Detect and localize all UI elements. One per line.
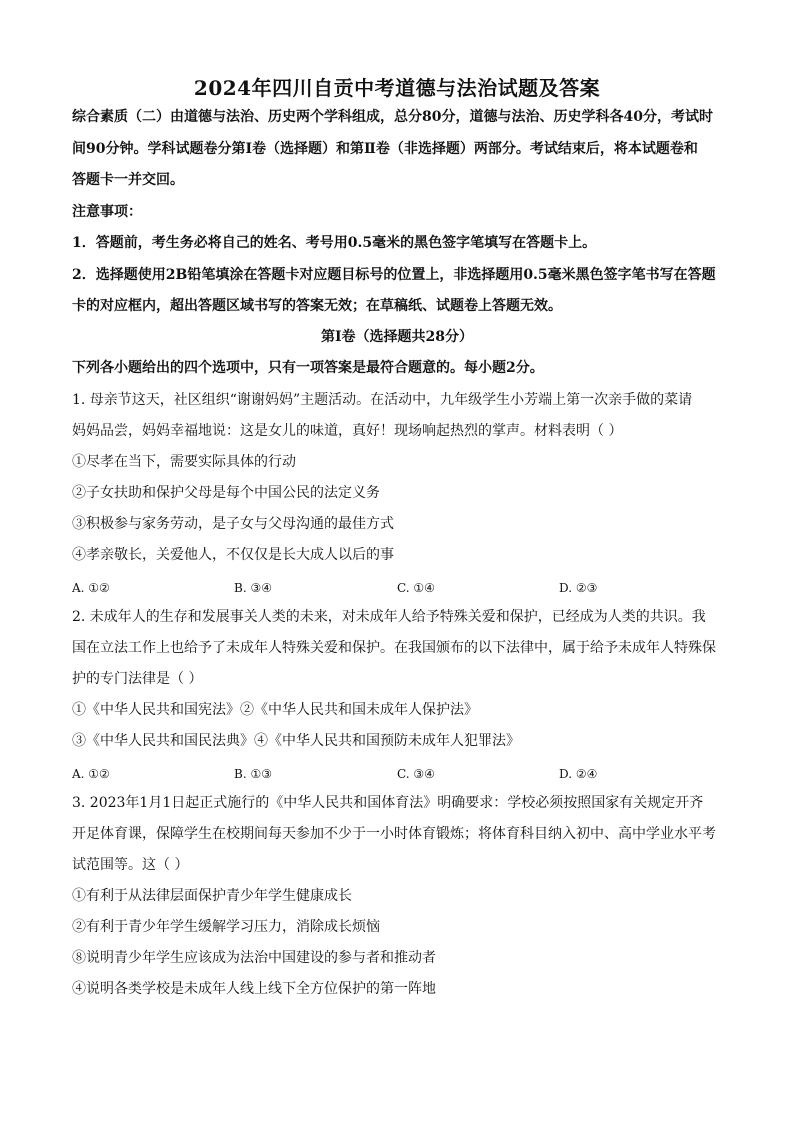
statement-item: ④孝亲敬长，关爱他人，不仅仅是长大成人以后的事 xyxy=(72,547,394,563)
notice-item: 1．答题前，考生务必将自己的姓名、考号用0.5毫米的黑色签字笔填写在答题卡上。 xyxy=(72,235,597,251)
option-c: C. ①④ xyxy=(397,581,435,595)
question-stem: 妈妈品尝，妈妈幸福地说：这是女儿的味道，真好！现场响起热烈的掌声。材料表明（ ） xyxy=(72,423,623,439)
statement-item: ①有利于从法律层面保护青少年学生健康成长 xyxy=(72,888,352,904)
option-b: B. ③④ xyxy=(234,581,272,595)
notice-heading: 注意事项： xyxy=(72,204,142,220)
option-a: A. ①② xyxy=(72,581,110,595)
question-stem: 1. 母亲节这天，社区组织“谢谢妈妈”主题活动。在活动中，九年级学生小芳端上第一次亲手做的菜请 xyxy=(72,392,693,408)
statement-item: ③积极参与家务劳动，是子女与父母沟通的最佳方式 xyxy=(72,516,394,532)
section-title: 第Ⅰ卷（选择题共28分） xyxy=(320,329,474,345)
option-d: D. ②④ xyxy=(559,767,598,781)
question-stem: 试范围等。这（ ） xyxy=(72,857,189,873)
question-stem: 3. 2023年1月1日起正式施行的《中华人民共和国体育法》明确要求：学校必须按照国家有关规定开齐 xyxy=(72,795,704,811)
intro-line: 综合素质（二）由道德与法治、历史两个学科组成，总分80分，道德与法治、历史学科各40分，考试时 xyxy=(72,109,713,125)
option-d: D. ②③ xyxy=(559,581,598,595)
answer-options xyxy=(72,578,732,598)
statement-item: ③《中华人民共和国民法典》④《中华人民共和国预防未成年人犯罪法》 xyxy=(72,733,520,749)
notice-item: 2．选择题使用2B铅笔填涂在答题卡对应题目标号的位置上，非选择题用0.5毫米黑色签字笔书写在答题 xyxy=(72,267,716,283)
section-instruction: 下列各小题给出的四个选项中，只有一项答案是最符合题意的。每小题2分。 xyxy=(72,360,544,376)
question-stem: 开足体育课，保障学生在校期间每天参加不少于一小时体育锻炼；将体育科目纳入初中、高中学业水平考 xyxy=(72,826,716,842)
statement-item: ④说明各类学校是未成年人线上线下全方位保护的第一阵地 xyxy=(72,981,436,997)
option-c: C. ③④ xyxy=(397,767,435,781)
statement-item: ⑧说明青少年学生应该成为法治中国建设的参与者和推动者 xyxy=(72,950,436,966)
question-stem: 2. 未成年人的生存和发展事关人类的未来，对未成年人给予特殊关爱和保护，已经成为人类的共识。我 xyxy=(72,609,706,625)
option-a: A. ①② xyxy=(72,767,110,781)
intro-line: 答题卡一并交回。 xyxy=(72,172,184,188)
question-stem: 国在立法工作上也给予了未成年人特殊关爱和保护。在我国颁布的以下法律中，属于给予未成年人特殊保 xyxy=(72,640,716,656)
option-b: B. ①③ xyxy=(234,767,272,781)
intro-line: 间90分钟。学科试题卷分第Ⅰ卷（选择题）和第Ⅱ卷（非选择题）两部分。考试结束后，将本试题卷和 xyxy=(72,141,698,157)
answer-options xyxy=(72,764,732,784)
page-title: 2024年四川自贡中考道德与法治试题及答案 xyxy=(193,76,601,100)
statement-item: ②有利于青少年学生缓解学习压力，消除成长烦恼 xyxy=(72,919,380,935)
notice-item: 卡的对应框内，超出答题区域书写的答案无效；在草稿纸、试题卷上答题无效。 xyxy=(72,298,562,314)
statement-item: ②子女扶助和保护父母是每个中国公民的法定义务 xyxy=(72,485,380,501)
question-stem: 护的专门法律是（ ） xyxy=(72,671,203,687)
statement-item: ①《中华人民共和国宪法》②《中华人民共和国未成年人保护法》 xyxy=(72,702,478,718)
statement-item: ①尽孝在当下，需要实际具体的行动 xyxy=(72,454,296,470)
